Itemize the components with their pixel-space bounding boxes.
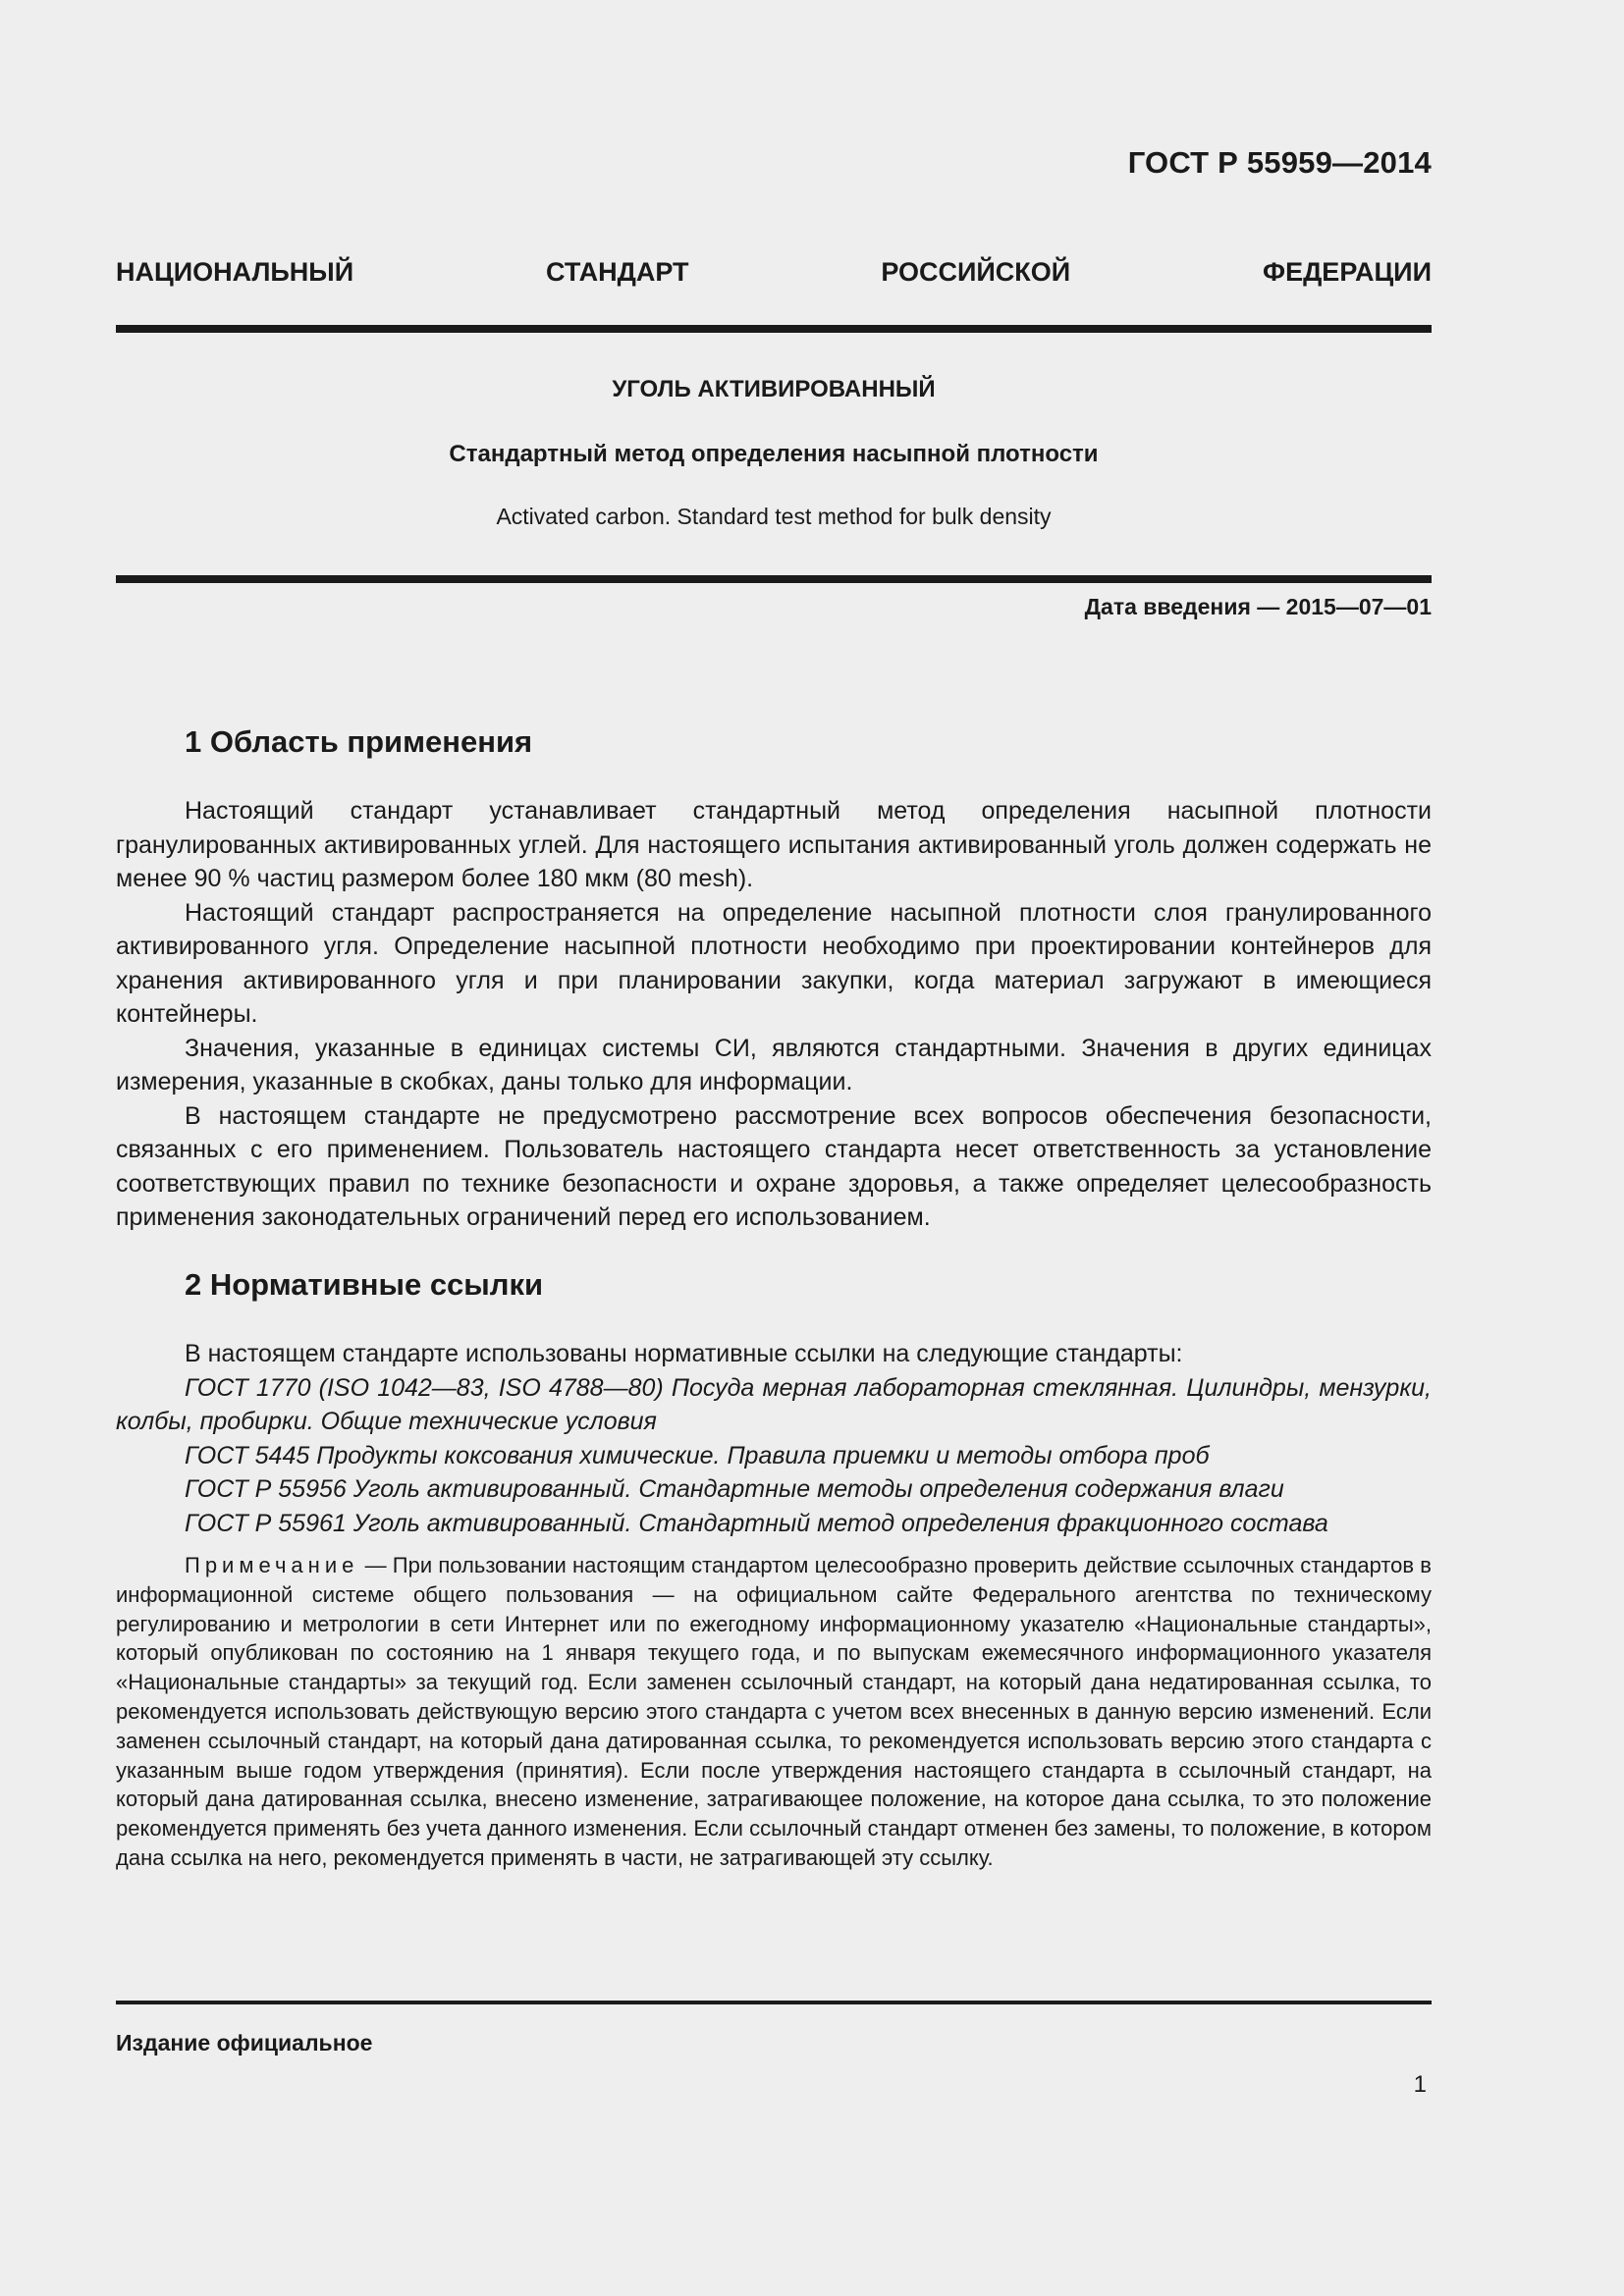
section-1-paragraph: Значения, указанные в единицах системы СИ, являются стандартными. Значения в других единицах измерения, указанные в скобках, даны только для информации. [116, 1034, 1432, 1095]
note-text: — При пользовании настоящим стандартом целесообразно проверить действие ссылочных стандартов в информационной системе общего пользования — на официальном сайте Федерального агентства по техническому регулированию и метрологии в сети Интернет или по ежегодному информационному указателю «Национальные стандарты», который опубликован по состоянию на 1 января текущего года, и по выпускам ежемесячного информационного указателя «Национальные стандарты» за текущий год. Если заменен ссылочный стандарт, на который дана недатированная ссылка, то рекомендуется использовать действующую версию этого стандарта с учетом всех внесенных в данную версию изменений. Если заменен ссылочный стандарт, на который дана датированная ссылка, то рекомендуется использовать версию этого стандарта с указанным выше годом утверждения (принятия). Если после утверждения настоящего стандарта в ссылочный стандарт, на который дана датированная ссылка, внесено изменение, затрагивающее положение, на которое дана ссылка, то это положение рекомендуется применять без учета данного изменения. Если ссылочный стандарт отменен без замены, то положение, в котором дана ссылка на него, рекомендуется применять в части, не затрагивающей эту ссылку. [116, 1553, 1432, 1870]
standard-name: УГОЛЬ АКТИВИРОВАННЫЙ [612, 376, 936, 402]
reference-item: ГОСТ Р 55961 Уголь активированный. Стандартный метод определения фракционного состава [185, 1509, 1328, 1537]
footer-divider [116, 2001, 1432, 2004]
official-edition-label: Издание официальное [116, 2030, 373, 2056]
standard-subtitle: Стандартный метод определения насыпной плотности [449, 441, 1099, 467]
section-1-body [116, 794, 1432, 1235]
standard-english-title: Activated carbon. Standard test method for bulk density [496, 504, 1052, 529]
section-1-paragraph: Настоящий стандарт распространяется на определение насыпной плотности слоя гранулированного активированного угля. Определение насыпной плотности необходимо при проектировании контейнеров для хранения активированного угля и при планировании закупки, когда материал загружают в имеющиеся контейнеры. [116, 898, 1432, 1028]
section-2-body [116, 1337, 1432, 1540]
section-2-heading: 2 Нормативные ссылки [185, 1267, 544, 1302]
section-1-paragraph: В настоящем стандарте не предусмотрено рассмотрение всех вопросов обеспечения безопасности, связанных с его применением. Пользователь настоящего стандарта несет ответственность за установление соответствующих правил по технике безопасности и охране здоровья, а также определяет целесообразность применения законодательных ограничений перед его использованием. [116, 1101, 1432, 1231]
page-number: 1 [1413, 2071, 1427, 2098]
note-label: Примечание [185, 1553, 359, 1577]
title-divider [116, 575, 1432, 583]
document-page [116, 0, 1432, 2296]
reference-item: ГОСТ Р 55956 Уголь активированный. Стандартные методы определения содержания влаги [185, 1475, 1284, 1503]
references-intro: В настоящем стандарте использованы нормативные ссылки на следующие стандарты: [185, 1340, 1183, 1367]
section-1-heading: 1 Область применения [185, 724, 533, 759]
top-divider [116, 325, 1432, 333]
reference-item: ГОСТ 1770 (ISO 1042—83, ISO 4788—80) Посуда мерная лабораторная стеклянная. Цилиндры, мензурки, колбы, пробирки. Общие технические условия [116, 1373, 1432, 1435]
note-paragraph [116, 1551, 1432, 1873]
national-standard-title: НАЦИОНАЛЬНЫЙ СТАНДАРТ РОССИЙСКОЙ ФЕДЕРАЦИИ [116, 257, 1432, 287]
reference-item: ГОСТ 5445 Продукты коксования химические. Правила приемки и методы отбора проб [185, 1441, 1210, 1469]
introduction-date: Дата введения — 2015—07—01 [1084, 594, 1432, 619]
section-1-paragraph: Настоящий стандарт устанавливает стандартный метод определения насыпной плотности гранулированных активированных углей. Для настоящего испытания активированный уголь должен содержать не менее 90 % частиц размером более 180 мкм (80 mesh). [116, 797, 1432, 892]
document-number: ГОСТ Р 55959—2014 [1127, 145, 1432, 180]
